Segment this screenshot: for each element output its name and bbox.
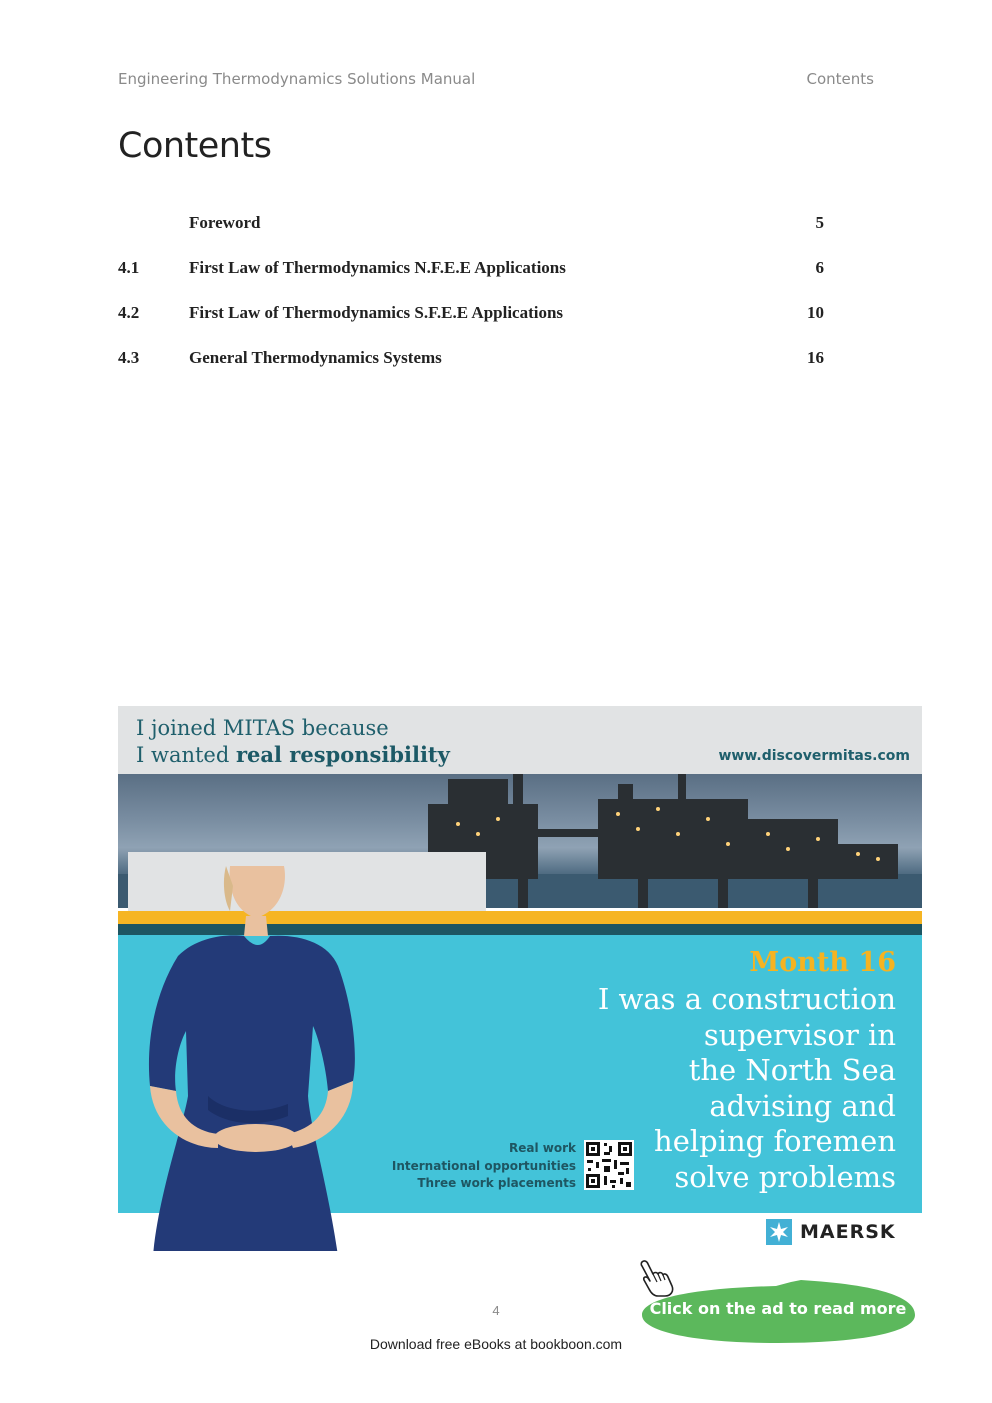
maersk-logo: [766, 1219, 906, 1245]
ad-headline-line1: I joined MITAS because: [136, 716, 389, 740]
toc-title: First Law of Thermodynamics N.F.E.E Applications: [189, 258, 566, 277]
toc-entry-foreword[interactable]: [118, 210, 824, 255]
page-title: Contents: [118, 126, 272, 166]
ad-month: Month 16: [749, 947, 896, 978]
qr-code-icon[interactable]: [584, 1140, 634, 1190]
ad-quote-line: solve problems: [674, 1159, 896, 1194]
toc-number: 4.3: [118, 348, 140, 367]
toc-entry-4-2[interactable]: [118, 300, 824, 345]
ad-url[interactable]: www.discovermitas.com: [718, 748, 910, 764]
ad-headline-prefix: I wanted: [136, 743, 236, 767]
ad-bullets: [392, 1140, 576, 1193]
toc-page: 5: [815, 213, 824, 232]
ad-bullet: Real work: [509, 1141, 576, 1155]
ad-bullet: International opportunities: [391, 1158, 576, 1173]
woman-photo: [138, 866, 368, 1251]
maersk-star-icon: [766, 1219, 792, 1245]
maersk-wordmark: MAERSK: [800, 1221, 896, 1243]
toc-entry-4-1[interactable]: [118, 255, 824, 300]
toc-title: First Law of Thermodynamics S.F.E.E Applications: [189, 303, 564, 322]
toc-title: Foreword: [189, 213, 261, 232]
table-of-contents: [118, 210, 824, 390]
section-name: Contents: [806, 70, 874, 88]
ad-bullet: Three work placements: [417, 1176, 576, 1190]
mitas-advertisement[interactable]: [118, 706, 922, 1251]
footer-text[interactable]: Download free eBooks at bookboon.com: [369, 1336, 623, 1352]
running-header: [118, 70, 874, 90]
ad-headline-bold: real responsibility: [235, 742, 450, 767]
ad-headline-line2: [136, 742, 450, 767]
toc-number: 4.2: [118, 303, 140, 322]
ad-header-band: [118, 706, 922, 774]
book-title: Engineering Thermodynamics Solutions Manual: [118, 70, 476, 88]
cta-label: Click on the ad to read more: [649, 1299, 907, 1318]
page-number: 4: [492, 1303, 500, 1318]
ad-quote-line: helping foremen: [654, 1124, 896, 1158]
ad-quote-line: the North Sea: [688, 1053, 896, 1087]
toc-page: 16: [807, 348, 824, 367]
toc-entry-4-3[interactable]: [118, 345, 824, 390]
ad-quote-line: I was a construction: [597, 982, 896, 1016]
toc-title: General Thermodynamics Systems: [189, 348, 442, 367]
toc-page: 10: [807, 303, 824, 322]
ad-quote-line: supervisor in: [703, 1017, 896, 1052]
ad-quote-line: advising and: [709, 1088, 896, 1123]
toc-number: 4.1: [118, 258, 140, 277]
toc-page: 6: [815, 258, 824, 277]
